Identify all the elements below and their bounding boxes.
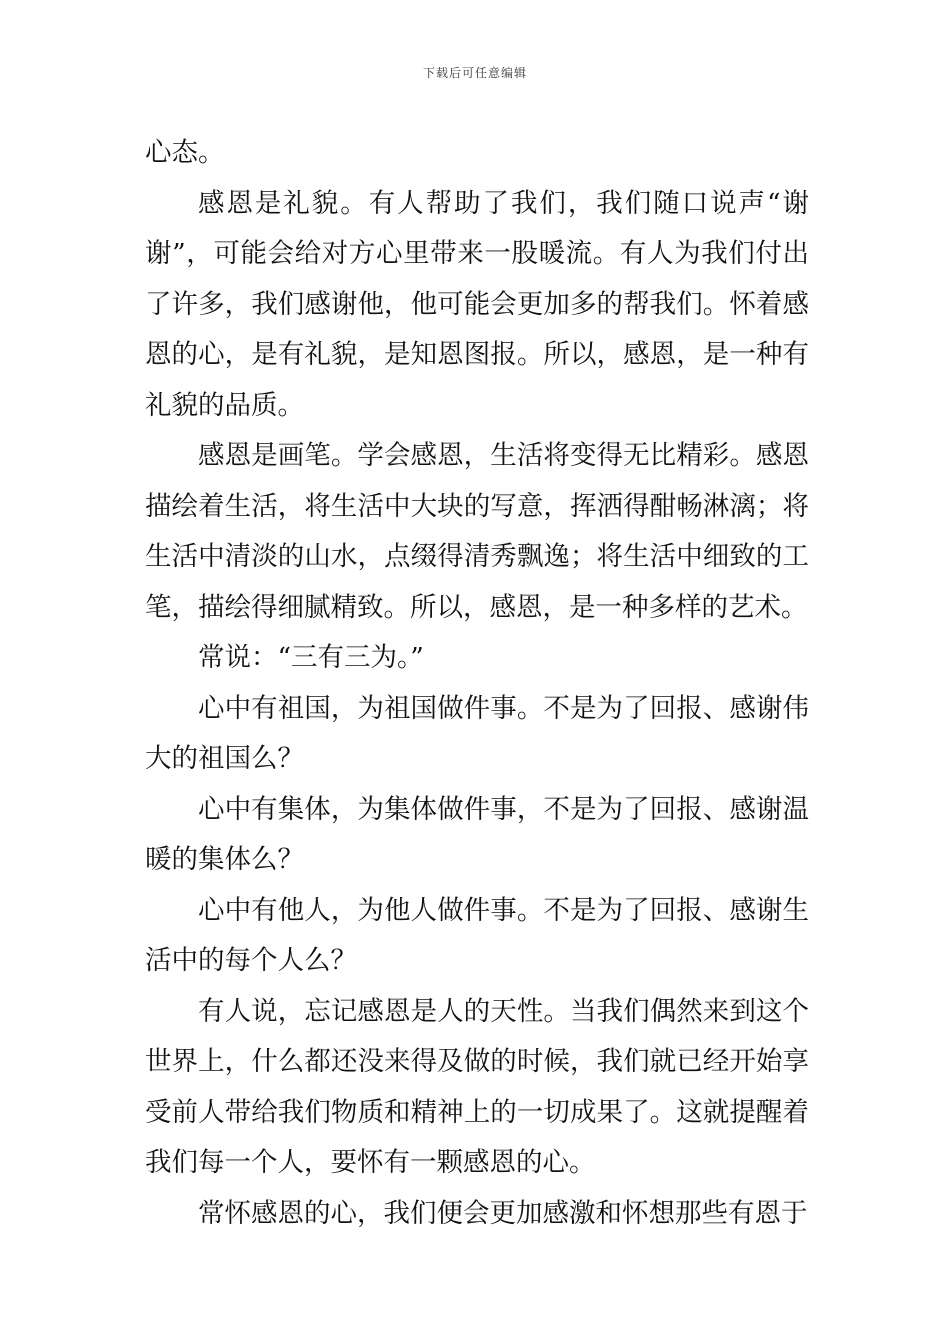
body-text xyxy=(145,128,809,1239)
paragraph: 有人说，忘记感恩是人的天性。当我们偶然来到这个世界上，什么都还没来得及做的时候，我们就已经开始享受前人带给我们物质和精神上的一切成果了。这就提醒着我们每一个人，要怀有一颗感恩的心。 xyxy=(145,995,809,1178)
paragraph: 心中有集体，为集体做件事，不是为了回报、感谢温暖的集体么？ xyxy=(145,793,809,875)
paragraph: 感恩是礼貌。有人帮助了我们，我们随口说声“谢谢”，可能会给对方心里带来一股暖流。有人为我们付出了许多，我们感谢他，他可能会更加多的帮我们。怀着感恩的心，是有礼貌，是知恩图报。所以，感恩，是一种有礼貌的品质。 xyxy=(145,187,809,421)
paragraph: 心中有祖国，为祖国做件事。不是为了回报、感谢伟大的祖国么？ xyxy=(145,692,809,774)
paragraph: 心态。 xyxy=(145,137,225,168)
paragraph: 感恩是画笔。学会感恩，生活将变得无比精彩。感恩描绘着生活，将生活中大块的写意，挥洒得酣畅淋漓；将生活中清淡的山水，点缀得清秀飘逸；将生活中细致的工笔，描绘得细腻精致。所以，感恩，是一种多样的艺术。 xyxy=(145,440,809,623)
paragraph: 心中有他人，为他人做件事。不是为了回报、感谢生活中的每个人么？ xyxy=(145,894,809,976)
paragraph: 常说：“三有三为。” xyxy=(198,642,424,673)
page-header-note: 下载后可任意编辑 xyxy=(422,66,527,80)
paragraph: 常怀感恩的心，我们便会更加感激和怀想那些有恩于 xyxy=(198,1197,808,1229)
